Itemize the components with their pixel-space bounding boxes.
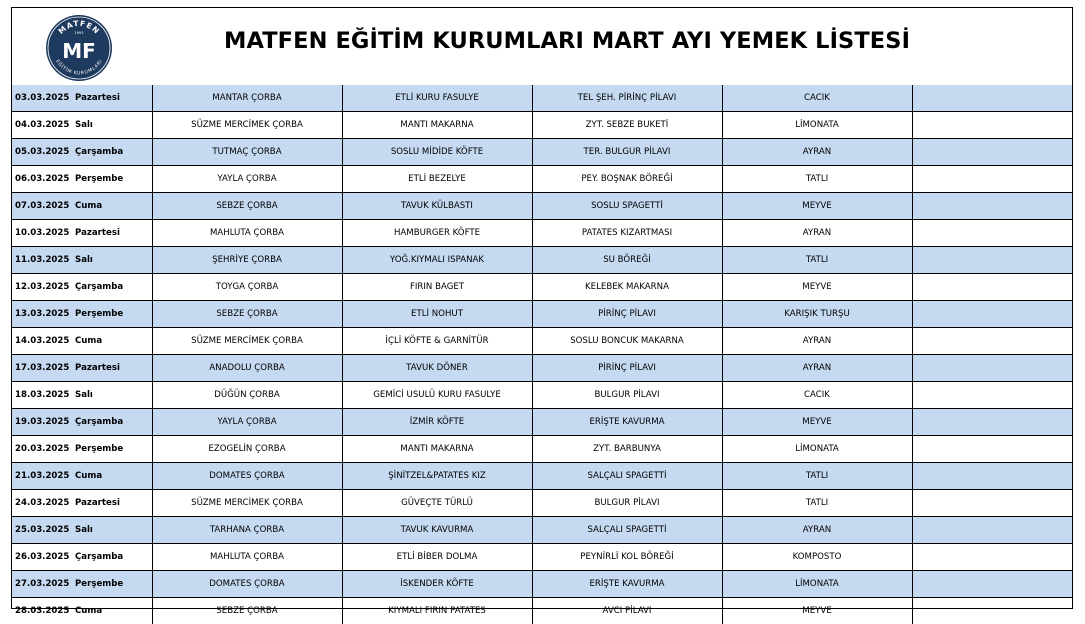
page-title: MATFEN EĞİTİM KURUMLARI MART AYI YEMEK LİSTESİ bbox=[152, 28, 982, 54]
day-cell bbox=[12, 220, 152, 247]
day-cell bbox=[12, 112, 152, 139]
date-label: 27.03.2025 bbox=[15, 579, 75, 589]
date-label: 11.03.2025 bbox=[15, 255, 75, 265]
day-cell bbox=[12, 490, 152, 517]
empty-cell bbox=[912, 112, 1072, 139]
soup-cell: SÜZME MERCİMEK ÇORBA bbox=[152, 112, 342, 139]
extra-cell: TATLI bbox=[722, 490, 912, 517]
empty-cell bbox=[912, 544, 1072, 571]
day-cell bbox=[12, 301, 152, 328]
day-cell bbox=[12, 247, 152, 274]
day-cell bbox=[12, 517, 152, 544]
day-cell bbox=[12, 355, 152, 382]
main-dish-cell: KIYMALI FIRIN PATATES bbox=[342, 598, 532, 624]
side-dish-cell: SALÇALI SPAGETTİ bbox=[532, 517, 722, 544]
weekday-label: Salı bbox=[75, 120, 93, 130]
date-label: 25.03.2025 bbox=[15, 525, 75, 535]
menu-row bbox=[12, 166, 1072, 193]
day-cell bbox=[12, 571, 152, 598]
day-cell bbox=[12, 166, 152, 193]
date-label: 03.03.2025 bbox=[15, 93, 75, 103]
side-dish-cell: AVCI PİLAVI bbox=[532, 598, 722, 624]
empty-cell bbox=[912, 193, 1072, 220]
empty-cell bbox=[912, 517, 1072, 544]
day-cell bbox=[12, 409, 152, 436]
main-dish-cell: ETLİ BİBER DOLMA bbox=[342, 544, 532, 571]
menu-row bbox=[12, 301, 1072, 328]
date-label: 06.03.2025 bbox=[15, 174, 75, 184]
logo-bottom-text: EĞİTİM KURUMLARI bbox=[54, 59, 104, 77]
weekday-label: Perşembe bbox=[75, 309, 123, 319]
main-dish-cell: İZMİR KÖFTE bbox=[342, 409, 532, 436]
empty-cell bbox=[912, 247, 1072, 274]
date-label: 26.03.2025 bbox=[15, 552, 75, 562]
main-dish-cell: GEMİCİ USULÜ KURU FASULYE bbox=[342, 382, 532, 409]
empty-cell bbox=[912, 382, 1072, 409]
extra-cell: TATLI bbox=[722, 247, 912, 274]
extra-cell: KARIŞIK TURŞU bbox=[722, 301, 912, 328]
date-label: 14.03.2025 bbox=[15, 336, 75, 346]
date-label: 10.03.2025 bbox=[15, 228, 75, 238]
soup-cell: ŞEHRİYE ÇORBA bbox=[152, 247, 342, 274]
soup-cell: SEBZE ÇORBA bbox=[152, 193, 342, 220]
side-dish-cell: SOSLU BONCUK MAKARNA bbox=[532, 328, 722, 355]
day-cell bbox=[12, 328, 152, 355]
menu-row bbox=[12, 355, 1072, 382]
weekday-label: Salı bbox=[75, 525, 93, 535]
extra-cell: MEYVE bbox=[722, 274, 912, 301]
weekday-label: Çarşamba bbox=[75, 552, 123, 562]
extra-cell: TATLI bbox=[722, 166, 912, 193]
soup-cell: TUTMAÇ ÇORBA bbox=[152, 139, 342, 166]
empty-cell bbox=[912, 85, 1072, 112]
weekday-label: Cuma bbox=[75, 201, 102, 211]
side-dish-cell: ZYT. SEBZE BUKETİ bbox=[532, 112, 722, 139]
empty-cell bbox=[912, 139, 1072, 166]
weekday-label: Salı bbox=[75, 255, 93, 265]
menu-row bbox=[12, 382, 1072, 409]
side-dish-cell: ZYT. BARBUNYA bbox=[532, 436, 722, 463]
empty-cell bbox=[912, 409, 1072, 436]
logo-year: 1993 bbox=[75, 31, 84, 35]
main-dish-cell: GÜVEÇTE TÜRLÜ bbox=[342, 490, 532, 517]
side-dish-cell: BULGUR PİLAVI bbox=[532, 490, 722, 517]
soup-cell: MANTAR ÇORBA bbox=[152, 85, 342, 112]
date-label: 04.03.2025 bbox=[15, 120, 75, 130]
extra-cell: LİMONATA bbox=[722, 436, 912, 463]
extra-cell: LİMONATA bbox=[722, 112, 912, 139]
menu-row bbox=[12, 85, 1072, 112]
day-cell bbox=[12, 85, 152, 112]
extra-cell: AYRAN bbox=[722, 328, 912, 355]
main-dish-cell: TAVUK DÖNER bbox=[342, 355, 532, 382]
date-label: 05.03.2025 bbox=[15, 147, 75, 157]
soup-cell: MAHLUTA ÇORBA bbox=[152, 544, 342, 571]
day-cell bbox=[12, 139, 152, 166]
day-cell bbox=[12, 274, 152, 301]
side-dish-cell: PİRİNÇ PİLAVI bbox=[532, 301, 722, 328]
side-dish-cell: BULGUR PİLAVI bbox=[532, 382, 722, 409]
soup-cell: YAYLA ÇORBA bbox=[152, 409, 342, 436]
weekday-label: Pazartesi bbox=[75, 228, 120, 238]
extra-cell: LİMONATA bbox=[722, 571, 912, 598]
date-label: 21.03.2025 bbox=[15, 471, 75, 481]
extra-cell: TATLI bbox=[722, 463, 912, 490]
extra-cell: AYRAN bbox=[722, 139, 912, 166]
side-dish-cell: PEY. BOŞNAK BÖREĞİ bbox=[532, 166, 722, 193]
extra-cell: AYRAN bbox=[722, 517, 912, 544]
main-dish-cell: SOSLU MİDİDE KÖFTE bbox=[342, 139, 532, 166]
weekday-label: Cuma bbox=[75, 471, 102, 481]
weekday-label: Salı bbox=[75, 390, 93, 400]
weekday-label: Çarşamba bbox=[75, 147, 123, 157]
main-dish-cell: TAVUK KÜLBASTI bbox=[342, 193, 532, 220]
empty-cell bbox=[912, 166, 1072, 193]
side-dish-cell: ERİŞTE KAVURMA bbox=[532, 409, 722, 436]
empty-cell bbox=[912, 274, 1072, 301]
main-dish-cell: TAVUK KAVURMA bbox=[342, 517, 532, 544]
menu-row bbox=[12, 112, 1072, 139]
soup-cell: SEBZE ÇORBA bbox=[152, 598, 342, 624]
menu-row bbox=[12, 274, 1072, 301]
date-label: 17.03.2025 bbox=[15, 363, 75, 373]
main-dish-cell: İSKENDER KÖFTE bbox=[342, 571, 532, 598]
extra-cell: AYRAN bbox=[722, 355, 912, 382]
menu-row bbox=[12, 247, 1072, 274]
soup-cell: SEBZE ÇORBA bbox=[152, 301, 342, 328]
side-dish-cell: SU BÖREĞİ bbox=[532, 247, 722, 274]
soup-cell: TARHANA ÇORBA bbox=[152, 517, 342, 544]
menu-row bbox=[12, 409, 1072, 436]
weekday-label: Perşembe bbox=[75, 174, 123, 184]
date-label: 20.03.2025 bbox=[15, 444, 75, 454]
side-dish-cell: ERİŞTE KAVURMA bbox=[532, 571, 722, 598]
main-dish-cell: İÇLİ KÖFTE & GARNİTÜR bbox=[342, 328, 532, 355]
weekday-label: Cuma bbox=[75, 606, 102, 616]
menu-row bbox=[12, 490, 1072, 517]
soup-cell: MAHLUTA ÇORBA bbox=[152, 220, 342, 247]
soup-cell: DÜĞÜN ÇORBA bbox=[152, 382, 342, 409]
weekday-label: Çarşamba bbox=[75, 417, 123, 427]
side-dish-cell: TER. BULGUR PİLAVI bbox=[532, 139, 722, 166]
date-label: 18.03.2025 bbox=[15, 390, 75, 400]
soup-cell: DOMATES ÇORBA bbox=[152, 571, 342, 598]
empty-cell bbox=[912, 463, 1072, 490]
weekday-label: Pazartesi bbox=[75, 93, 120, 103]
empty-cell bbox=[912, 598, 1072, 624]
menu-table bbox=[12, 85, 1072, 624]
main-dish-cell: YOĞ.KIYMALI ISPANAK bbox=[342, 247, 532, 274]
extra-cell: MEYVE bbox=[722, 409, 912, 436]
empty-cell bbox=[912, 436, 1072, 463]
main-dish-cell: ŞİNİTZEL&PATATES KIZ bbox=[342, 463, 532, 490]
weekday-label: Pazartesi bbox=[75, 498, 120, 508]
main-dish-cell: MANTI MAKARNA bbox=[342, 112, 532, 139]
menu-row bbox=[12, 598, 1072, 624]
date-label: 19.03.2025 bbox=[15, 417, 75, 427]
weekday-label: Perşembe bbox=[75, 579, 123, 589]
empty-cell bbox=[912, 355, 1072, 382]
empty-cell bbox=[912, 571, 1072, 598]
soup-cell: SÜZME MERCİMEK ÇORBA bbox=[152, 328, 342, 355]
header bbox=[12, 8, 1072, 86]
extra-cell: MEYVE bbox=[722, 598, 912, 624]
side-dish-cell: SOSLU SPAGETTİ bbox=[532, 193, 722, 220]
main-dish-cell: FIRIN BAGET bbox=[342, 274, 532, 301]
menu-row bbox=[12, 328, 1072, 355]
matfen-logo bbox=[45, 14, 113, 82]
empty-cell bbox=[912, 301, 1072, 328]
extra-cell: CACIK bbox=[722, 85, 912, 112]
soup-cell: ANADOLU ÇORBA bbox=[152, 355, 342, 382]
soup-cell: YAYLA ÇORBA bbox=[152, 166, 342, 193]
menu-row bbox=[12, 517, 1072, 544]
menu-row bbox=[12, 139, 1072, 166]
main-dish-cell: ETLİ NOHUT bbox=[342, 301, 532, 328]
date-label: 12.03.2025 bbox=[15, 282, 75, 292]
menu-row bbox=[12, 436, 1072, 463]
main-dish-cell: ETLİ BEZELYE bbox=[342, 166, 532, 193]
day-cell bbox=[12, 193, 152, 220]
weekday-label: Perşembe bbox=[75, 444, 123, 454]
date-label: 13.03.2025 bbox=[15, 309, 75, 319]
weekday-label: Pazartesi bbox=[75, 363, 120, 373]
date-label: 28.03.2025 bbox=[15, 606, 75, 616]
day-cell bbox=[12, 436, 152, 463]
menu-row bbox=[12, 193, 1072, 220]
menu-row bbox=[12, 463, 1072, 490]
extra-cell: CACIK bbox=[722, 382, 912, 409]
soup-cell: TOYGA ÇORBA bbox=[152, 274, 342, 301]
extra-cell: AYRAN bbox=[722, 220, 912, 247]
weekday-label: Çarşamba bbox=[75, 282, 123, 292]
date-label: 24.03.2025 bbox=[15, 498, 75, 508]
soup-cell: EZOGELİN ÇORBA bbox=[152, 436, 342, 463]
extra-cell: KOMPOSTO bbox=[722, 544, 912, 571]
side-dish-cell: SALÇALI SPAGETTİ bbox=[532, 463, 722, 490]
empty-cell bbox=[912, 490, 1072, 517]
side-dish-cell: PİRİNÇ PİLAVI bbox=[532, 355, 722, 382]
day-cell bbox=[12, 544, 152, 571]
day-cell bbox=[12, 382, 152, 409]
main-dish-cell: HAMBURGER KÖFTE bbox=[342, 220, 532, 247]
day-cell bbox=[12, 598, 152, 624]
empty-cell bbox=[912, 328, 1072, 355]
soup-cell: SÜZME MERCİMEK ÇORBA bbox=[152, 490, 342, 517]
side-dish-cell: PATATES KIZARTMASI bbox=[532, 220, 722, 247]
main-dish-cell: ETLİ KURU FASULYE bbox=[342, 85, 532, 112]
empty-cell bbox=[912, 220, 1072, 247]
menu-row bbox=[12, 571, 1072, 598]
main-dish-cell: MANTI MAKARNA bbox=[342, 436, 532, 463]
weekday-label: Cuma bbox=[75, 336, 102, 346]
soup-cell: DOMATES ÇORBA bbox=[152, 463, 342, 490]
side-dish-cell: KELEBEK MAKARNA bbox=[532, 274, 722, 301]
date-label: 07.03.2025 bbox=[15, 201, 75, 211]
logo-monogram: MF bbox=[62, 39, 96, 63]
side-dish-cell: PEYNİRLİ KOL BÖREĞİ bbox=[532, 544, 722, 571]
day-cell bbox=[12, 463, 152, 490]
menu-row bbox=[12, 544, 1072, 571]
logo-top-text: MATFEN bbox=[57, 19, 102, 36]
menu-sheet bbox=[11, 7, 1073, 609]
extra-cell: MEYVE bbox=[722, 193, 912, 220]
side-dish-cell: TEL ŞEH. PİRİNÇ PİLAVI bbox=[532, 85, 722, 112]
menu-row bbox=[12, 220, 1072, 247]
